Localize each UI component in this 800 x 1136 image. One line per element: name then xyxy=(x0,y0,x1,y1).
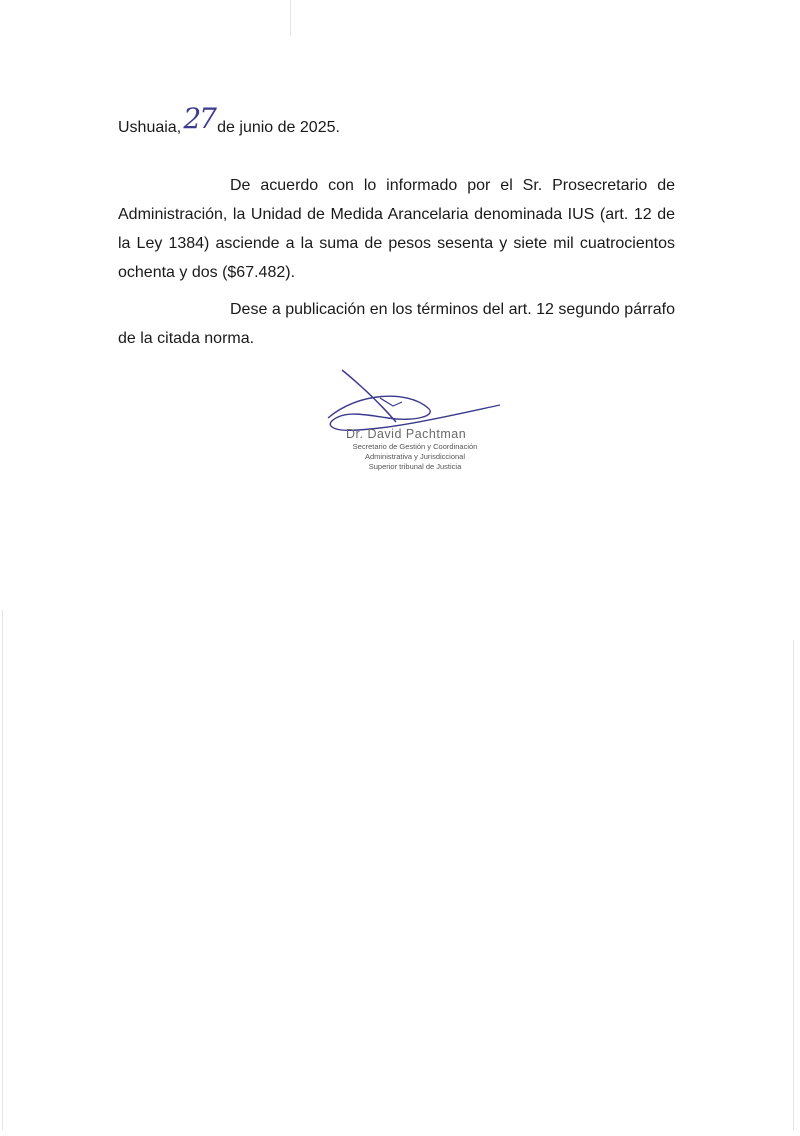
scan-artifact-line xyxy=(290,0,291,36)
scan-artifact-line xyxy=(793,640,794,1130)
stamp-title-line: Superior tribunal de Justicia xyxy=(368,462,462,471)
date-place: Ushuaia, xyxy=(118,119,182,136)
stamp-title-line: Administrativa y Jurisdiccional xyxy=(364,452,466,461)
signature-stroke xyxy=(328,396,500,430)
signature-stamp xyxy=(340,427,490,472)
stamp-title-line: Secretario de Gestión y Coordinación xyxy=(352,442,478,451)
scan-artifact-line xyxy=(2,610,3,1130)
stamp-name: Dr. David Pachtman xyxy=(346,427,467,441)
signature-stroke xyxy=(380,398,402,406)
paragraph-publication: Dese a publicación en los términos del art. 12 segundo párrafo de la citada norma. xyxy=(118,301,675,347)
handwritten-signature xyxy=(318,362,508,437)
handwritten-day: 27 xyxy=(183,102,215,135)
date-line xyxy=(118,102,340,138)
date-rest: de junio de 2025. xyxy=(217,119,340,136)
paragraph-ius-amount: De acuerdo con lo informado por el Sr. Prosecretario de Administración, la Unidad de Medida Arancelaria denominada IUS (art. 12 de la Ley 1384) asciende a la suma de pesos sesenta y siete mil cuatrocientos ochenta y dos ($67.482). xyxy=(118,177,675,281)
